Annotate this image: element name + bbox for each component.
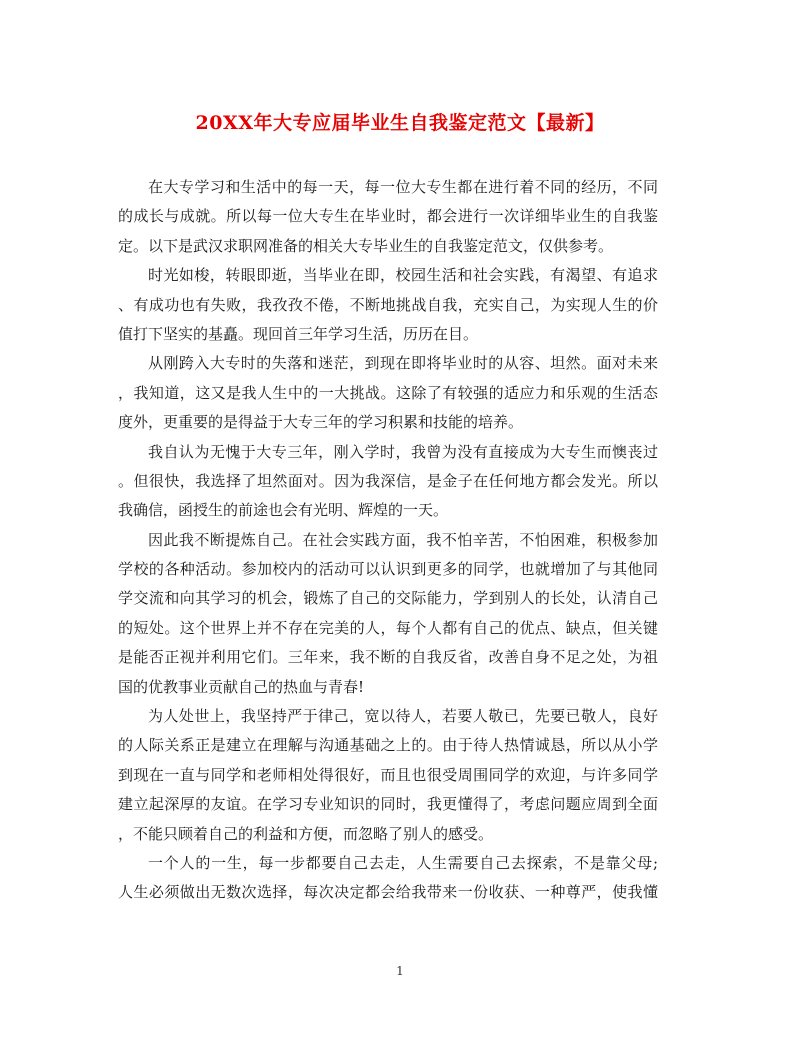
paragraph-line: 是能否正视并利用它们。三年来，我不断的自我反省，改善自身不足之处，为祖 [118,648,658,667]
paragraph-line: 值打下坚实的基矗。现回首三年学习生活，历历在目。 [118,324,479,343]
document-title: 20XX年大专应届毕业生自我鉴定范文【最新】 [195,112,605,134]
paragraph [118,702,658,849]
paragraph-line: 的短处。这个世界上并不存在完美的人，每个人都有自己的优点、缺点，但关键 [118,618,658,637]
paragraph-line: 人生必须做出无数次选择，每次决定都会给我带来一份收获、一种尊严，使我懂 [118,883,658,902]
paragraph-line: 从刚跨入大专时的失落和迷茫，到现在即将毕业时的从容、坦然。面对未来 [148,354,658,373]
paragraph-line: 国的优教事业贡献自己的热血与青春! [118,677,365,696]
paragraph-line: 到现在一直与同学和老师相处得很好，而且也很受周围同学的欢迎，与许多同学 [118,765,658,784]
paragraph-line: 、有成功也有失败，我孜孜不倦，不断地挑战自我，充实自己，为实现人生的价 [118,295,658,314]
paragraph-line: 在大专学习和生活中的每一天，每一位大专生都在进行着不同的经历，不同 [148,178,658,196]
paragraph-line: 学校的各种活动。参加校内的活动可以认识到更多的同学，也就增加了与其他同 [118,560,658,579]
paragraph [118,526,658,702]
paragraph-line: 学交流和向其学习的机会，锻炼了自己的交际能力，学到别人的长处，认清自己 [118,589,658,608]
paragraph [118,438,658,526]
paragraph-line: 我自认为无愧于大专三年，刚入学时，我曾为没有直接成为大专生而懊丧过 [148,442,658,461]
paragraph [118,349,658,437]
paragraph-line: 因此我不断提炼自己。在社会实践方面，我不怕辛苦，不怕困难，积极参加 [148,530,658,549]
paragraph-line: 。但很快，我选择了坦然面对。因为我深信，是金子在任何地方都会发光。所以 [118,471,658,490]
paragraph [118,173,658,261]
paragraph-line: ，不能只顾着自己的利益和方便，而忽略了别人的感受。 [118,824,494,843]
paragraph-line: 一个人的一生，每一步都要自己去走，人生需要自己去探索，不是靠父母; [148,853,658,872]
paragraph-line: 的成长与成就。所以每一位大专生在毕业时，都会进行一次详细毕业生的自我鉴 [118,207,658,226]
paragraph-line: ，我知道，这又是我人生中的一大挑战。这除了有较强的适应力和乐观的生活态 [118,383,658,402]
paragraph-line: 为人处世上，我坚持严于律己，宽以待人，若要人敬已，先要已敬人，良好 [148,707,658,726]
document-body [118,173,658,908]
paragraph-line: 的人际关系正是建立在理解与沟通基础之上的。由于待人热情诚恳，所以从小学 [118,736,658,755]
paragraph-line: 度外，更重要的是得益于大专三年的学习积累和技能的培养。 [118,413,524,432]
paragraph-line: 定。以下是武汉求职网准备的相关大专毕业生的自我鉴定范文，仅供参考。 [118,236,614,255]
page-number: 1 [396,964,404,978]
paragraph-line: 我确信，函授生的前途也会有光明、辉煌的一天。 [118,501,449,520]
paragraph [118,261,658,349]
paragraph-line: 建立起深厚的友谊。在学习专业知识的同时，我更懂得了，考虑问题应周到全面 [118,795,658,814]
paragraph-line: 时光如梭，转眼即逝，当毕业在即，校园生活和社会实践，有渴望、有追求 [148,266,658,285]
paragraph [118,849,658,908]
